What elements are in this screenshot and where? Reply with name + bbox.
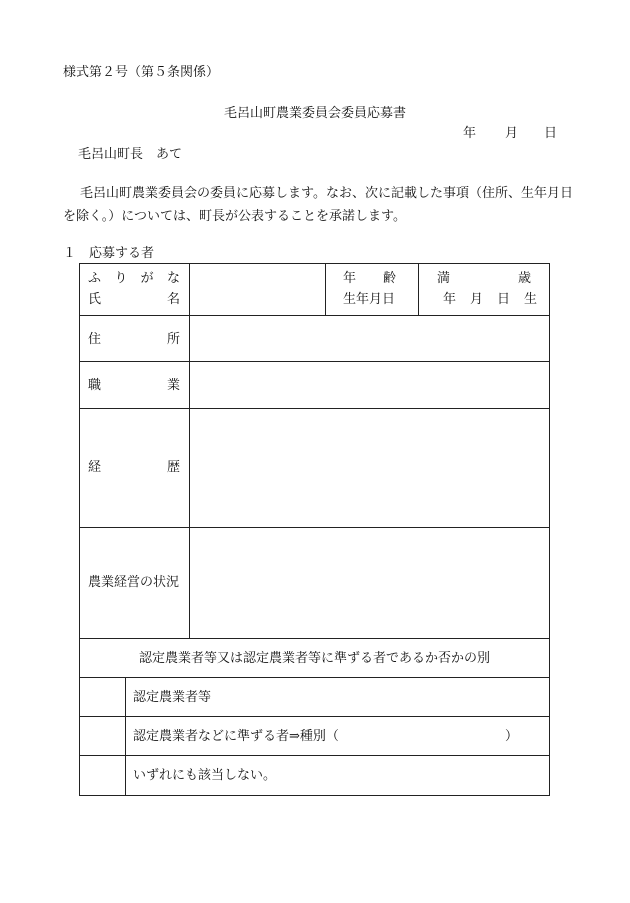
body-text-line-2: を除く。）については、町長が公表することを承諾します。 (63, 209, 406, 224)
option-3-checkbox[interactable] (80, 756, 125, 795)
option-certified-farmer: 認定農業者等 (133, 690, 212, 705)
row-divider-option-1 (79, 716, 550, 717)
age-label: 年 齢 (343, 271, 396, 286)
age-value-field[interactable]: 満 歳 (437, 271, 531, 286)
option-2-checkbox[interactable] (80, 717, 125, 755)
occupation-label: 職 業 (88, 378, 180, 393)
option-2-type-field[interactable] (350, 720, 500, 750)
address-label: 住 所 (88, 332, 180, 347)
option-2-close-paren: ） (505, 729, 519, 744)
age-column-right-divider (418, 263, 419, 316)
date-month-label: 月 (505, 126, 519, 141)
furigana-label: ふ り が な (88, 271, 180, 286)
certification-header: 認定農業者等又は認定農業者等に準ずる者であるか否かの別 (138, 651, 490, 666)
name-label: 氏 名 (88, 292, 180, 307)
row-divider-option-2 (79, 755, 550, 756)
table-border-bottom (79, 795, 550, 796)
option-quasi-certified: 認定農業者などに準ずる者⇒種別（ (133, 729, 339, 744)
section-heading: １ 応募する者 (63, 246, 155, 261)
farming-status-label: 農業経営の状況 (88, 575, 180, 590)
date-year-label: 年 (463, 126, 477, 141)
age-column-left-divider (325, 263, 326, 316)
form-number: 様式第２号（第５条関係） (63, 65, 220, 80)
option-1-checkbox[interactable] (80, 678, 125, 716)
body-text-line-1: 毛呂山町農業委員会の委員に応募します。なお、次に記載した事項（住所、生年月日 (80, 186, 573, 201)
career-value-field[interactable] (190, 409, 549, 527)
date-day-label: 日 (544, 126, 558, 141)
birthdate-value-field[interactable]: 年 月 日 生 (443, 292, 537, 307)
addressee: 毛呂山町長 あて (78, 147, 183, 162)
row-divider-cert-header (79, 677, 550, 678)
name-value-field[interactable] (190, 264, 325, 315)
row-divider-farming (79, 638, 550, 639)
checkbox-column-divider (125, 677, 126, 796)
address-value-field[interactable] (190, 316, 549, 361)
occupation-value-field[interactable] (190, 362, 549, 408)
document-title: 毛呂山町農業委員会委員応募書 (223, 106, 406, 121)
farming-status-value-field[interactable] (190, 528, 549, 638)
option-none: いずれにも該当しない。 (133, 768, 277, 783)
career-label: 経 歴 (88, 460, 180, 475)
birthdate-label: 生年月日 (343, 292, 396, 307)
